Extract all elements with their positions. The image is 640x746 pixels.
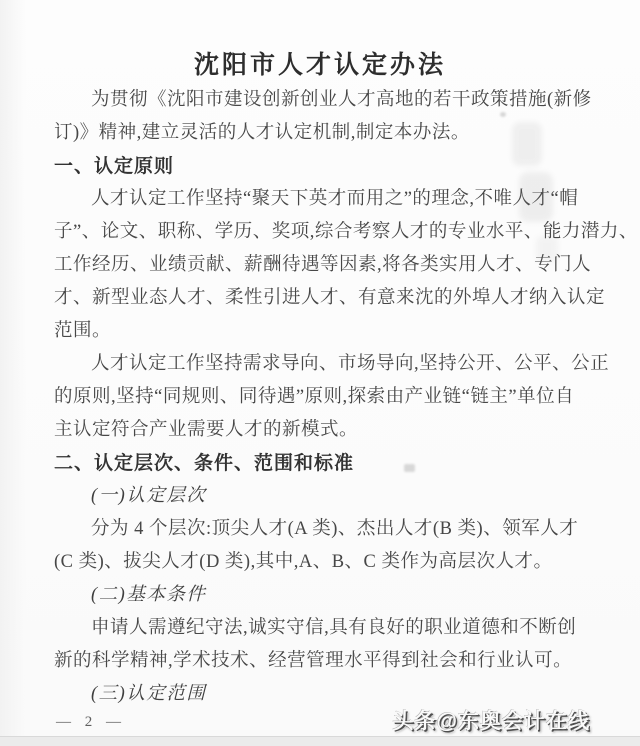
paragraph-line: 申请人需遵纪守法,诚实守信,具有良好的职业道德和不断创 (91, 618, 577, 638)
paragraph-line: (C 类)、拔尖人才(D 类),其中,A、B、C 类作为高层次人才。 (54, 552, 553, 572)
document-body (54, 84, 638, 711)
paragraph-line: 才、新型业态人才、柔性引进人才、有意来沈的外埠人才纳入认定 (54, 288, 606, 308)
paragraph-line: 人才认定工作坚持“聚天下英才而用之”的理念,不唯人才“帽 (91, 189, 579, 209)
paragraph-line: 订)》精神,建立灵活的人才认定机制,制定本办法。 (54, 123, 470, 143)
paragraph-line: 范围。 (54, 321, 112, 341)
paper-edge-shading (0, 0, 26, 746)
scan-bottom-edge (0, 736, 640, 746)
paragraph-line: 人才认定工作坚持需求导向、市场导向,坚持公开、公平、公正 (91, 354, 610, 374)
paragraph-line: 子”、论文、职称、学历、奖项,综合考察人才的专业水平、能力潜力、 (54, 222, 638, 242)
paragraph-line: 新的科学精神,学术技术、经营管理水平得到社会和行业认可。 (54, 651, 573, 671)
subsection-heading: (二)基本条件 (91, 585, 207, 605)
paragraph-line: 主认定符合产业需要人才的新模式。 (54, 420, 359, 440)
paragraph-line: 的原则,坚持“同规则、同待遇”原则,探索由产业链“链主”单位自 (54, 387, 575, 407)
page-number: — 2 — (56, 714, 126, 730)
paragraph-line: 工作经历、业绩贡献、薪酬待遇等因素,将各类实用人才、专门人 (54, 255, 592, 275)
subsection-heading: (一)认定层次 (91, 486, 207, 506)
paragraph-line: 分为 4 个层次:顶尖人才(A 类)、杰出人才(B 类)、领军人才 (91, 519, 579, 539)
subsection-heading: (三)认定范围 (91, 684, 207, 704)
document-title: 沈阳市人才认定办法 (193, 51, 446, 79)
watermark-label: 头条@东奥会计在线 (392, 710, 590, 733)
paragraph-line: 为贯彻《沈阳市建设创新创业人才高地的若干政策措施(新修 (91, 90, 592, 110)
section-heading: 二、认定层次、条件、范围和标准 (54, 453, 355, 474)
section-heading: 一、认定原则 (54, 156, 175, 177)
